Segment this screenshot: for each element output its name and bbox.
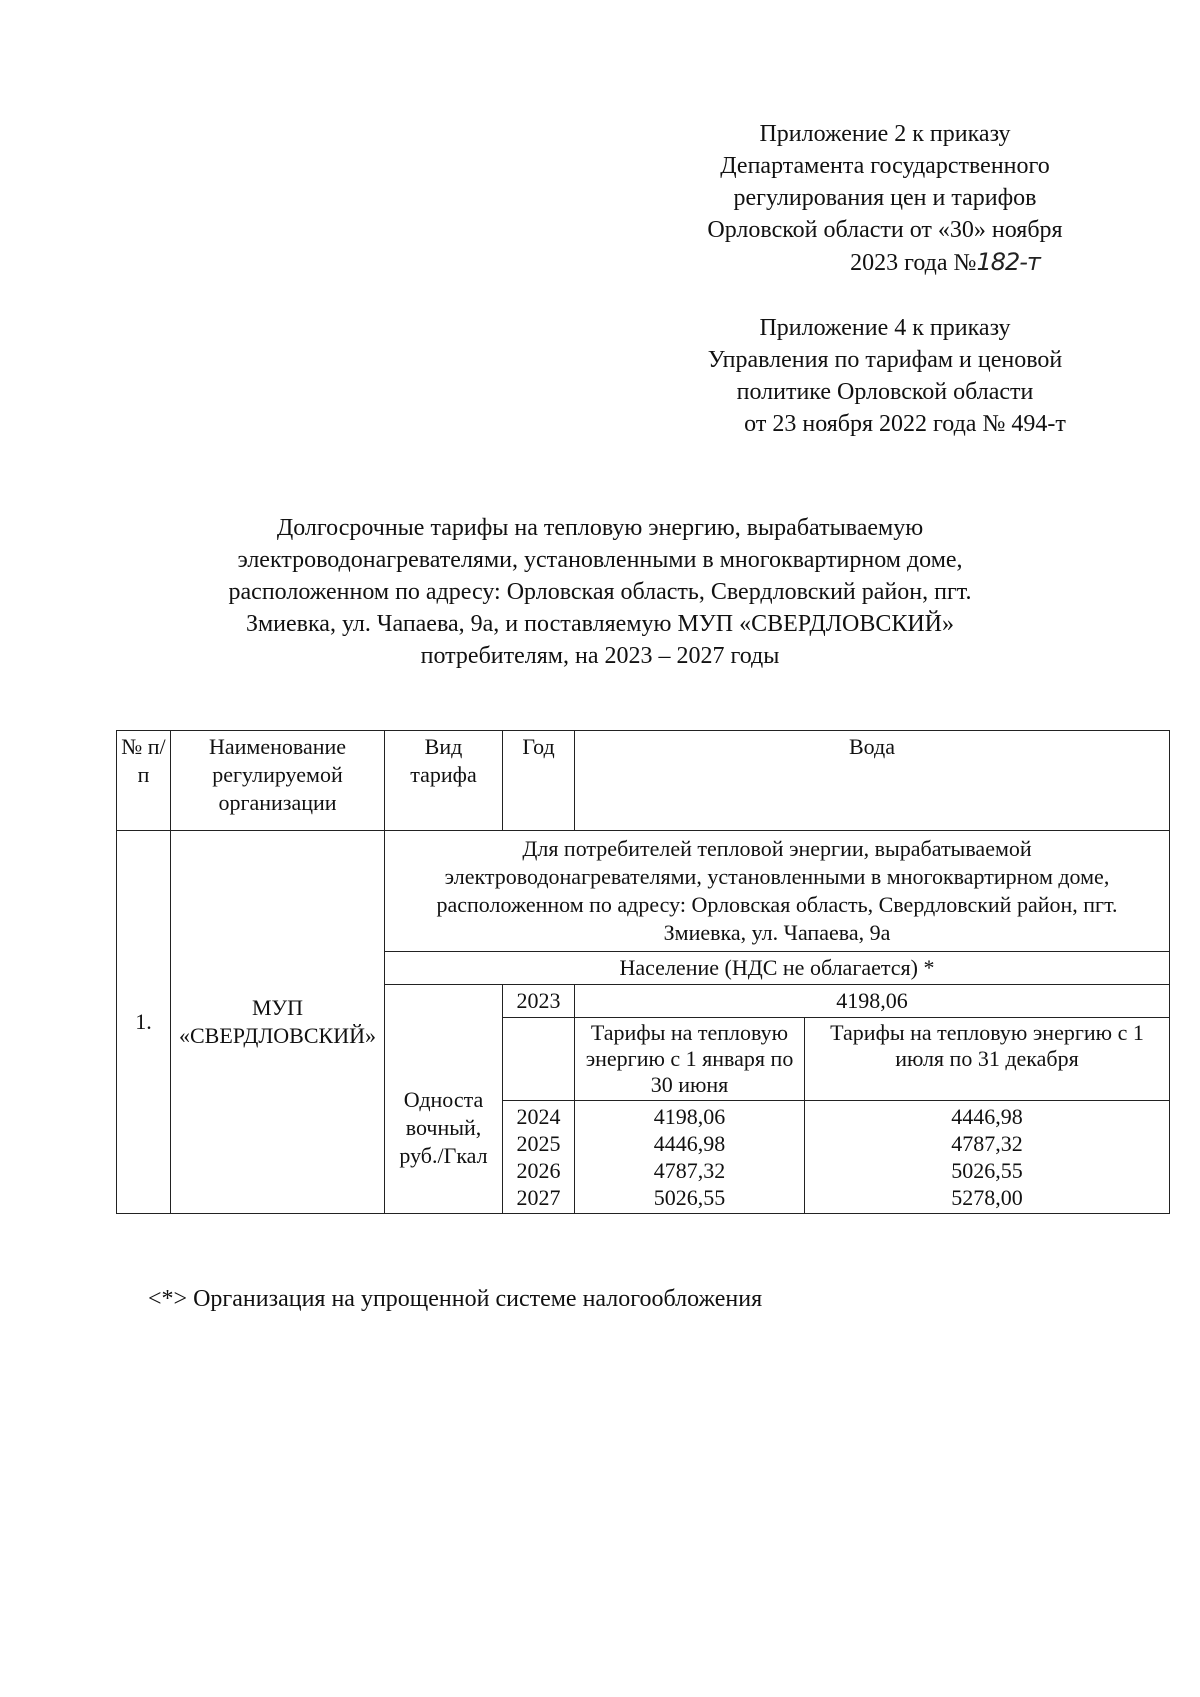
appendix-date-text: 2023 года № (850, 250, 977, 276)
header-organization: Наименование регулируемой организации (171, 731, 385, 831)
appendix-line: Управления по тарифам и ценовой (707, 347, 1063, 373)
document-title (110, 512, 1090, 672)
header-num: № п/п (117, 731, 171, 831)
population-note: Население (НДС не облагается) * (385, 952, 1170, 985)
appendix-previous-order (665, 312, 1105, 440)
header-year: Год (503, 731, 575, 831)
consumers-note: Для потребителей тепловой энергии, вырабатываемой электроводонагревателями, установленными в многоквартирном доме, расположенном по адресу: Орловская область, Свердловский район, пгт. Змиевка, ул. Чапаева, 9а (385, 831, 1170, 952)
appendix-line: Департамента государственного (720, 153, 1050, 179)
years-list (503, 1101, 575, 1214)
year-value: 2024 (516, 1104, 561, 1129)
year-value: 2025 (516, 1131, 561, 1156)
appendix-line: Приложение 4 к приказу (759, 315, 1011, 341)
first-year: 2023 (503, 985, 575, 1018)
handwritten-order-number: 182-т (976, 248, 1040, 276)
period2-header: Тарифы на тепловую энергию с 1 июля по 31 декабря (805, 1018, 1170, 1101)
appendix-line: от 23 ноября 2022 года № 494-т (744, 411, 1066, 437)
appendix-line: регулирования цен и тарифов (733, 185, 1037, 211)
period1-values (575, 1101, 805, 1214)
year-value: 2027 (516, 1185, 561, 1210)
period1-value: 4787,32 (653, 1158, 726, 1183)
appendix-line: политике Орловской области (736, 379, 1034, 405)
period2-values (805, 1101, 1170, 1214)
empty-year-cell (503, 1018, 575, 1101)
period2-value: 5026,55 (951, 1158, 1023, 1183)
period2-value: 5278,00 (951, 1185, 1023, 1210)
year-value: 2026 (516, 1158, 561, 1183)
footnote: <*> Организация на упрощенной системе налогообложения (148, 1286, 763, 1312)
organization-name: МУП «СВЕРДЛОВСКИЙ» (171, 831, 385, 1214)
period1-value: 4198,06 (653, 1104, 726, 1129)
header-tariff-type: Вид тарифа (385, 731, 503, 831)
period1-header: Тарифы на тепловую энергию с 1 января по 30 июня (575, 1018, 805, 1101)
period1-value: 5026,55 (653, 1185, 726, 1210)
appendix-line: Приложение 2 к приказу (759, 121, 1011, 147)
title-line: Змиевка, ул. Чапаева, 9а, и поставляемую МУП «СВЕРДЛОВСКИЙ» (245, 611, 955, 637)
period2-value: 4787,32 (951, 1131, 1023, 1156)
period2-value: 4446,98 (951, 1104, 1023, 1129)
title-line: потребителям, на 2023 – 2027 годы (420, 643, 780, 669)
appendix-line-date (665, 246, 1105, 279)
header-water: Вода (575, 731, 1170, 831)
title-line: электроводонагревателями, установленными в многоквартирном доме, (237, 547, 963, 573)
appendix-current-order (665, 118, 1105, 279)
appendix-line: Орловской области от «30» ноября (707, 217, 1063, 243)
title-line: расположенном по адресу: Орловская область, Свердловский район, пгт. (228, 579, 972, 605)
table-header-row (117, 731, 1170, 831)
period1-value: 4446,98 (653, 1131, 726, 1156)
tariffs-table (116, 730, 1170, 1214)
first-year-value: 4198,06 (575, 985, 1170, 1018)
tariff-type-value: Односта вочный, руб./Гкал (385, 985, 503, 1214)
table-row (117, 831, 1170, 952)
title-line: Долгосрочные тарифы на тепловую энергию, вырабатываемую (276, 515, 924, 541)
row-number: 1. (117, 831, 171, 1214)
